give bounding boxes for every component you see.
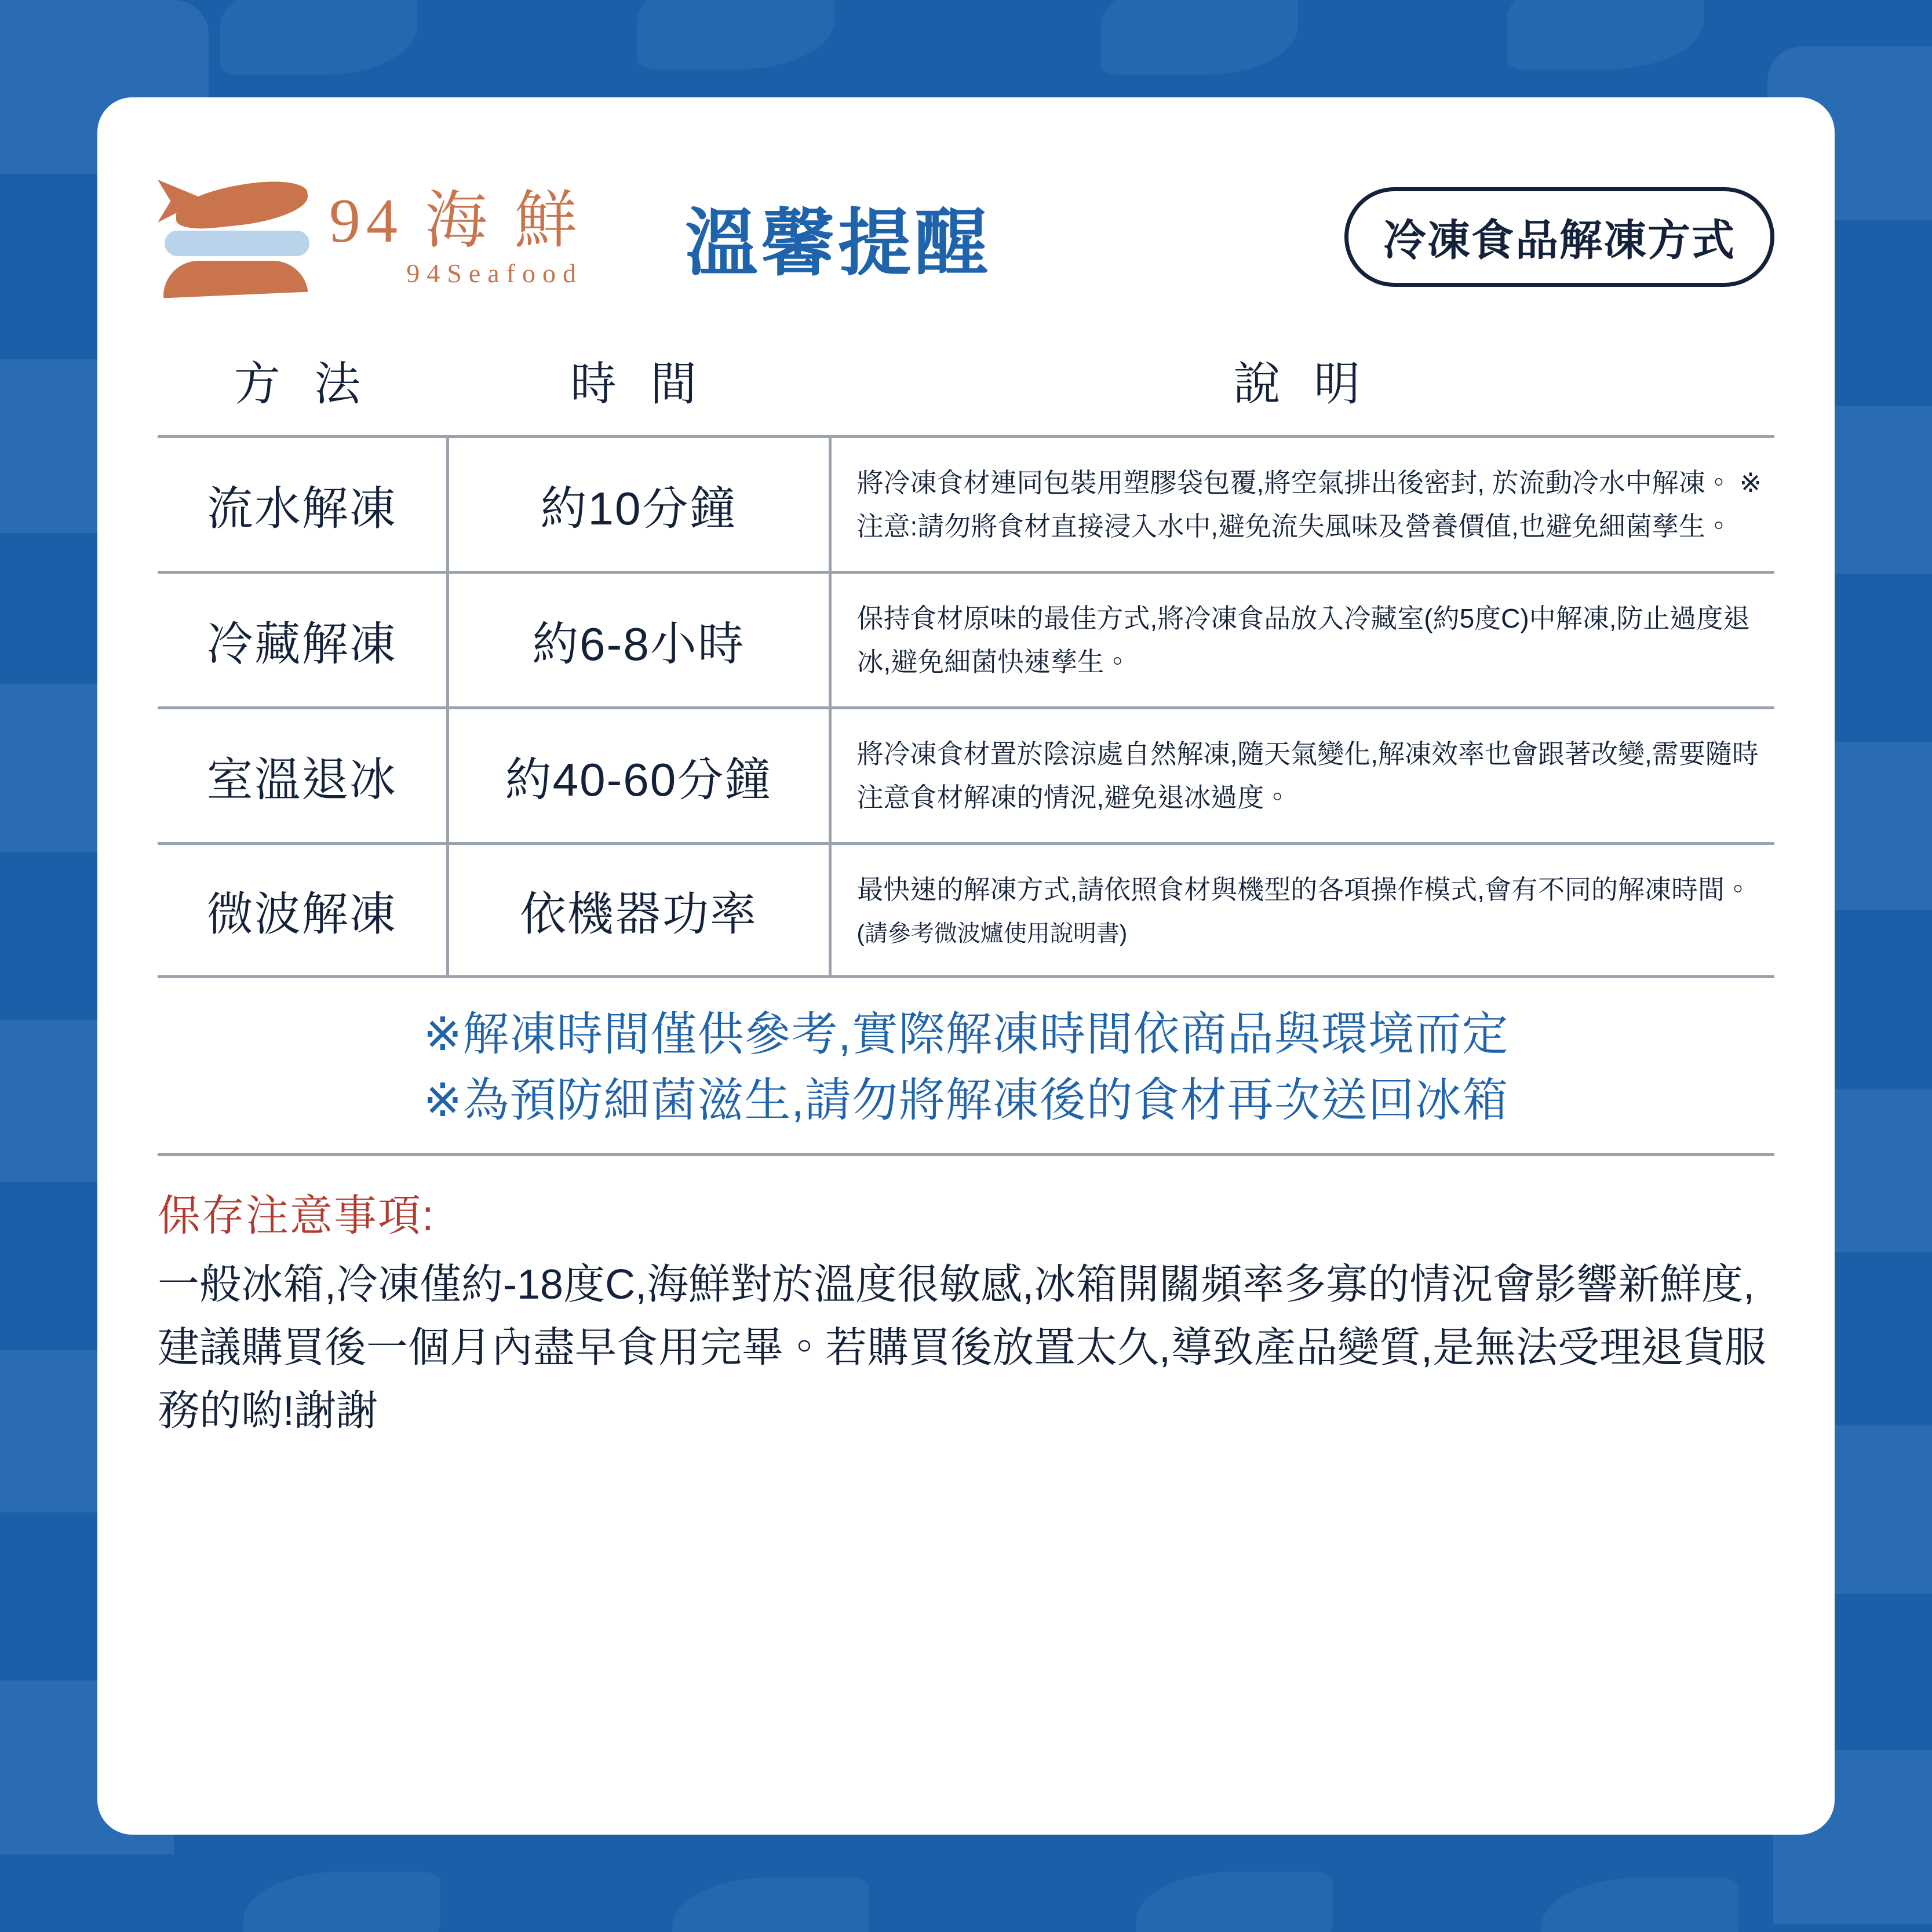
table-row xyxy=(158,844,1774,977)
description-text: 最快速的解凍方式,請依照食材與機型的各項操作模式,會有不同的解凍時間。 xyxy=(856,874,1752,905)
brand-name: 94 海 鮮 xyxy=(329,187,584,256)
note-line-1: ※解凍時間僅供參考,實際解凍時間依商品與環境而定 xyxy=(423,1008,1509,1060)
cell-time: 約10分鐘 xyxy=(447,437,830,573)
description-note: (請參考微波爐使用說明書) xyxy=(856,920,1128,946)
cell-method: 微波解凍 xyxy=(158,844,447,977)
table-row xyxy=(158,573,1774,708)
description-text: 保持食材原味的最佳方式,將冷凍食品放入冷藏室(約5度C)中解凍,防止過度退冰,避免細菌快速孳生。 xyxy=(856,603,1750,677)
cell-description xyxy=(830,708,1774,844)
cell-time: 約6-8小時 xyxy=(447,573,830,708)
cell-method: 室溫退冰 xyxy=(158,708,447,844)
fish-logo-icon xyxy=(158,170,320,304)
cell-time: 依機器功率 xyxy=(447,844,830,977)
storage-section xyxy=(158,1182,1774,1443)
storage-title: 保存注意事項: xyxy=(158,1191,435,1240)
table-header-row xyxy=(158,338,1774,437)
column-header-description: 說 明 xyxy=(830,338,1774,437)
header xyxy=(158,153,1774,321)
info-card xyxy=(97,97,1835,1835)
storage-body: 一般冰箱,冷凍僅約-18度C,海鮮對於溫度很敏感,冰箱開關頻率多寡的情況會影響新鮮度,建議購買後一個月內盡早食用完畢。若購買後放置太久,導致產品變質,是無法受理退貨服務的喲!謝謝 xyxy=(158,1261,1767,1435)
general-notes xyxy=(158,1001,1774,1155)
cell-description xyxy=(830,437,1774,573)
cell-method: 冷藏解凍 xyxy=(158,573,447,708)
page-title: 溫馨提醒 xyxy=(685,202,991,284)
column-header-method: 方 法 xyxy=(158,338,447,437)
brand-logo xyxy=(158,170,668,304)
description-text: 將冷凍食材置於陰涼處自然解凍,隨天氣變化,解凍效率也會跟著改變,需要隨時注意食材解凍的情況,避免退冰過度。 xyxy=(856,739,1759,812)
note-line-2: ※為預防細菌滋生,請勿將解凍後的食材再次送回冰箱 xyxy=(423,1074,1509,1126)
column-header-time: 時 間 xyxy=(447,338,830,437)
thawing-method-table xyxy=(158,338,1774,978)
table-row xyxy=(158,437,1774,573)
cell-description xyxy=(830,573,1774,708)
cell-method: 流水解凍 xyxy=(158,437,447,573)
status-badge: 冷凍食品解凍方式 xyxy=(1344,187,1774,287)
description-text: 將冷凍食材連同包裝用塑膠袋包覆,將空氣排出後密封, 於流動冷水中解凍。 ※注意:請勿將食材直接浸入水中,避免流失風味及營養價值,也避免細菌孳生。 xyxy=(856,468,1762,541)
table-row xyxy=(158,708,1774,844)
cell-time: 約40-60分鐘 xyxy=(447,708,830,844)
brand-name-en: 94Seafood xyxy=(406,258,584,288)
cell-description xyxy=(830,844,1774,977)
